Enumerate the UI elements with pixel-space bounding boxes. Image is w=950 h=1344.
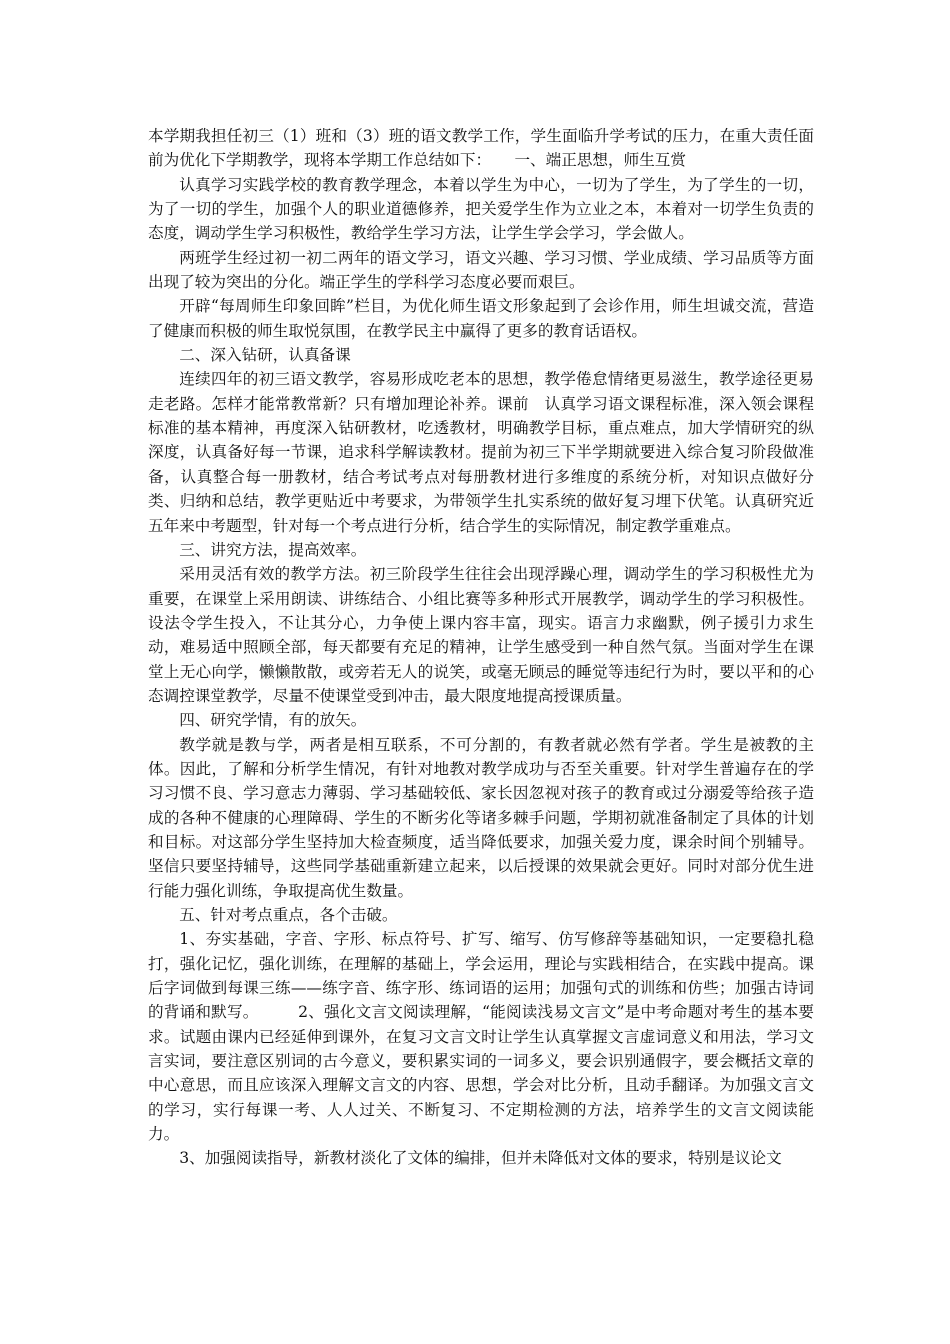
section-heading: 二、深入钻研，认真备课 [179,346,351,365]
body-paragraph: 认真学习实践学校的教育教学理念，本着以学生为中心，一切为了学生，为了学生的一切，为了一切的学生，加强个人的职业道德修养，把关爱学生作为立业之本，本着对一切学生负责的态度，调动学生学习积极性，教给学生学习方法，让学生学会学习，学会做人。 [148,175,814,243]
body-paragraph: 1、夯实基础，字音、字形、标点符号、扩写、缩写、仿写修辞等基础知识，一定要稳扎稳打，强化记忆，强化训练，在理解的基础上，学会运用，理论与实践相结合，在实践中提高。课后字词做到每课三练——练字音、练字形、练词语的运用；加强句式的训练和仿些；加强古诗词的背诵和默写。 2、强化文言文阅读理解，“能阅读浅易文言文”是中考命题对考生的基本要求。试题由课内已经延伸到课外，在复习文言文时让学生认真掌握文言虚词意义和用法，学习文言实词，要注意区别词的古今意义，要积累实词的一词多义，要会识别通假字，要会概括文章的中心意思，而且应该深入理解文言文的内容、思想，学会对比分析，且动手翻译。为加强文言文的学习，实行每课一考、人人过关、不断复习、不定期检测的方法，培养学生的文言文阅读能力。 [148,930,814,1144]
body-paragraph: 3、加强阅读指导，新教材淡化了文体的编排，但并未降低对文体的要求，特别是议论文 [179,1149,782,1168]
section-heading: 五、针对考点重点，各个击破。 [179,906,398,924]
body-paragraph: 连续四年的初三语文教学，容易形成吃老本的思想，教学倦怠情绪更易滋生，教学途径更易走老路。怎样才能常教常新？只有增加理论补养。课前 认真学习语文课程标准，深入领会课程标准的基本精神，再度深入钻研教材，吃透教材，明确教学目标，重点难点，加大学情研究的纵深度，认真备好每一节课，追求科学解读教材。提前为初三下半学期就要进入综合复习阶段做准备，认真整合每一册教材，结合考试考点对每册教材进行多维度的系统分析，对知识点做好分类、归纳和总结，教学更贴近中考要求，为带领学生扎实系统的做好复习埋下伏笔。认真研究近五年来中考题型，针对每一个考点进行分析，结合学生的实际情况，制定教学重难点。 [148,370,814,535]
body-paragraph: 两班学生经过初一初二两年的语文学习，语文兴趣、学习习惯、学业成绩、学习品质等方面出现了较为突出的分化。端正学生的学科学习态度必要而艰巨。 [148,248,814,292]
document-page [148,124,814,1171]
body-paragraph: 开辟“每周师生印象回眸”栏目，为优化师生语文形象起到了会诊作用，师生坦诚交流，营造了健康而积极的师生取悦氛围，在教学民主中赢得了更多的教育话语权。 [148,297,814,340]
intro-paragraph: 本学期我担任初三（1）班和（3）班的语文教学工作，学生面临升学考试的压力，在重大责任面前为优化下学期教学，现将本学期工作总结如下： 一、端正思想，师生互赏 [148,127,814,170]
body-paragraph: 采用灵活有效的教学方法。初三阶段学生往往会出现浮躁心理，调动学生的学习积极性尤为重要，在课堂上采用朗读、讲练结合、小组比赛等多种形式开展教学，调动学生的学习积极性。设法令学生投入，不让其分心，力争使上课内容丰富，现实。语言力求幽默，例子援引力求生动，难易适中照顾全部，每天都要有充足的精神，让学生感受到一种自然气氛。当面对学生在课堂上无心向学，懒懒散散，或旁若无人的说笑，或毫无顾忌的睡觉等违纪行为时，要以平和的心态调控课堂教学，尽量不使课堂受到冲击，最大限度地提高授课质量。 [148,565,814,705]
section-heading: 四、研究学情，有的放矢。 [179,711,367,730]
section-heading: 三、讲究方法，提高效率。 [179,540,367,559]
body-paragraph: 教学就是教与学，两者是相互联系，不可分割的，有教者就必然有学者。学生是被教的主体。因此，了解和分析学生情况，有针对地教对教学成功与否至关重要。针对学生普遍存在的学习习惯不良、学习意志力薄弱、学习基础较低、家长因忽视对孩子的教育或过分溺爱等给孩子造成的各种不健康的心理障碍、学生的不断劣化等诸多棘手问题，学期初就准备制定了具体的计划和目标。对这部分学生坚持加大检查频度，适当降低要求，加强关爱力度，课余时间个别辅导。坚信只要坚持辅导，这些同学基础重新建立起来，以后授课的效果就会更好。同时对部分优生进行能力强化训练，争取提高优生数量。 [148,735,814,900]
